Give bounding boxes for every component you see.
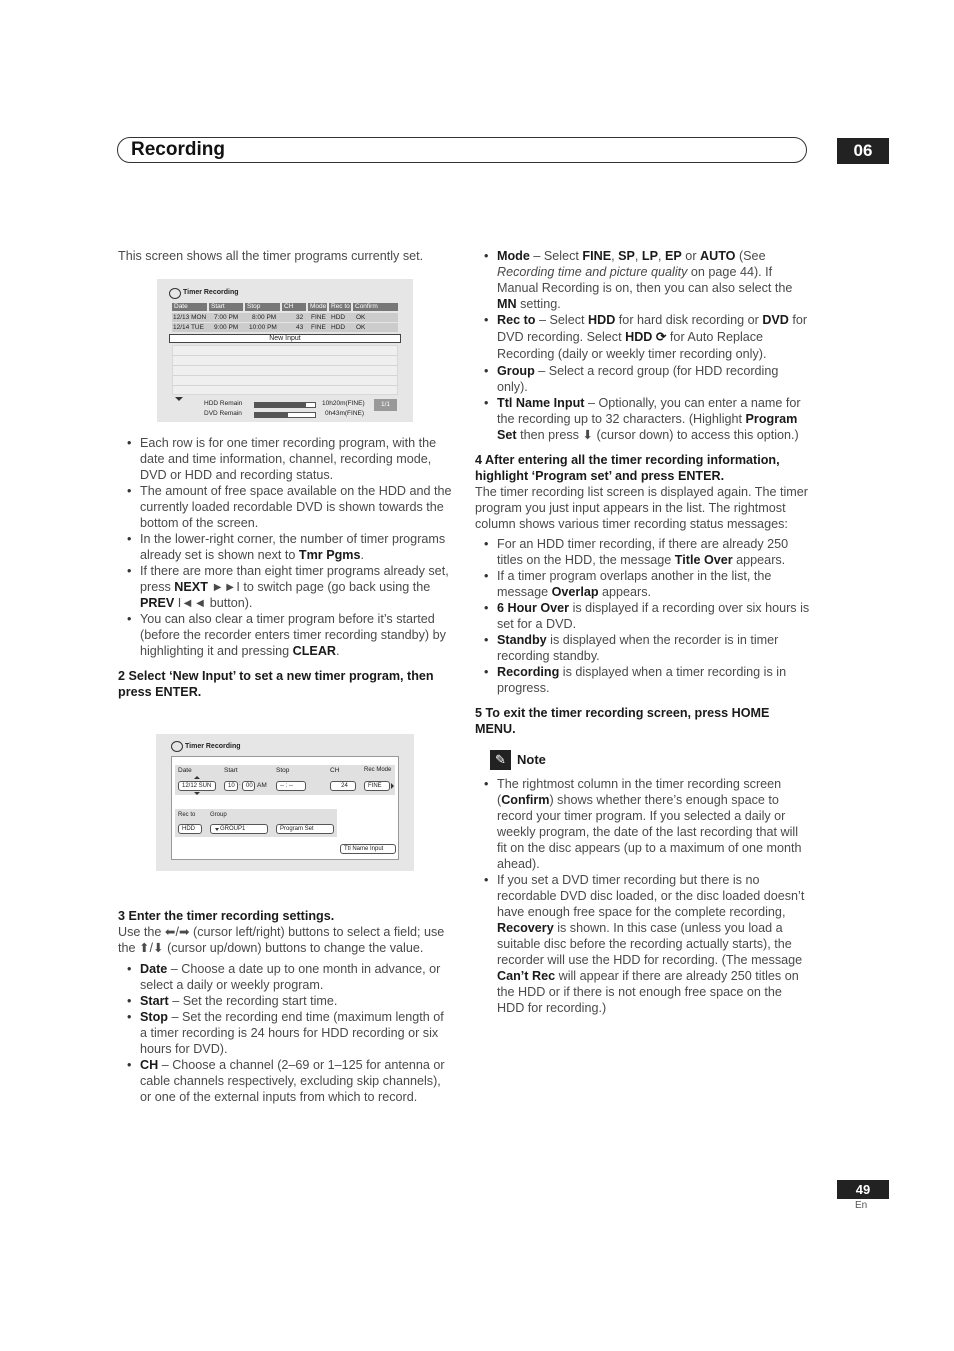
step-3-body: Use the ⬅/➡ (cursor left/right) buttons to select a field; use the ⬆/⬇ (cursor up/down) buttons to change the value. — [118, 925, 445, 955]
col-stop: Stop — [245, 303, 280, 311]
list-item — [475, 600, 810, 632]
text: is displayed when a timer recording is in progress. — [497, 665, 787, 695]
text: . — [336, 644, 340, 658]
chapter-number: 06 — [837, 138, 889, 164]
timer-list-screenshot — [157, 279, 413, 422]
step-3-section — [118, 908, 453, 1105]
text: Each row is for one timer recording program, with the date and time information, channel, recording mode, DVD or HDD and recording status. — [140, 436, 437, 482]
right-column — [475, 248, 810, 1016]
list-item — [118, 1009, 453, 1057]
list-item — [118, 611, 453, 659]
text: (See — [735, 249, 766, 263]
col-ch: CH — [282, 303, 306, 311]
timer-input-screenshot — [156, 734, 414, 871]
italic-text: Recording time and picture quality — [497, 265, 688, 279]
bold-text: Overlap — [551, 585, 599, 599]
dvd-remain-value: 0h43m(FINE) — [325, 410, 365, 417]
text: for hard disk recording or — [615, 313, 763, 327]
cell: OK — [356, 324, 366, 331]
bold-text: 6 Hour Over — [497, 601, 570, 615]
page-indicator: 1/1 — [374, 399, 397, 411]
list-item — [475, 395, 810, 443]
list-item — [475, 363, 810, 395]
dvd-remain-bar — [254, 412, 316, 418]
hdd-remain-label: HDD Remain — [204, 400, 243, 407]
cell: FINE — [311, 314, 326, 321]
text: for DVD recording. Select — [497, 313, 808, 344]
bold-text: FINE — [582, 249, 612, 263]
start-minute-field[interactable]: 00 — [242, 781, 255, 791]
list-item — [118, 993, 453, 1009]
hdd-remain-bar — [254, 402, 316, 408]
text: If a timer program overlaps another in the list, the message — [497, 569, 772, 599]
bold-text: Date — [140, 962, 168, 976]
bold-text: Program Set — [497, 412, 798, 442]
group-dropdown-icon — [215, 828, 219, 831]
bold-text: AUTO — [700, 249, 736, 263]
cell: 10:00 PM — [249, 324, 277, 331]
table-row[interactable] — [172, 313, 398, 322]
text: . — [360, 548, 364, 562]
step-3-heading: 3 Enter the timer recording settings. — [118, 909, 335, 923]
cell: 12/13 MON — [173, 314, 207, 321]
col-confirm: Confirm — [353, 303, 398, 311]
step-2-heading: 2 Select ‘New Input’ to set a new timer program, then press ENTER. — [118, 669, 434, 699]
col-date: Date — [172, 303, 207, 311]
text: You can also clear a timer program before it’s started (before the recorder enters timer recording standby) by highlighting it and pressing — [140, 612, 446, 658]
left-intro — [118, 248, 453, 264]
program-set-button[interactable]: Program Set — [276, 824, 334, 834]
cell: 43 — [296, 324, 304, 331]
list-item — [475, 872, 810, 1016]
step-4-body: The timer recording list screen is displayed again. The timer program you just input appears in the list. The rightmost column shows various timer recording status messages: — [475, 485, 808, 531]
input-panel — [171, 756, 399, 860]
rec-mode-field[interactable]: FINE — [364, 781, 390, 791]
bold-text: MN — [497, 297, 517, 311]
text: – Select a record group (for HDD recording only). — [497, 364, 779, 394]
list-item — [475, 568, 810, 600]
text: If you set a DVD timer recording but there is no recordable DVD disc loaded, or the disc loaded doesn’t have enough free space for the complete recording, — [497, 873, 805, 919]
hdd-remain-fill — [255, 403, 306, 407]
label-date: Date — [178, 767, 192, 774]
cell: 7:00 PM — [214, 314, 239, 321]
text: – Select — [535, 313, 589, 327]
hdd-remain-value: 10h20m(FINE) — [322, 400, 365, 407]
empty-row-grid — [172, 345, 398, 395]
date-down-icon — [194, 792, 200, 795]
text: – Choose a channel (2–69 or 1–125 for antenna or cable channels respectively, excluding skip channels), or one of the external inputs from which to record. — [140, 1058, 445, 1104]
cell: 9:00 PM — [214, 324, 239, 331]
date-up-icon — [194, 776, 200, 779]
timer-clock-icon — [169, 288, 181, 299]
bold-text: CH — [140, 1058, 159, 1072]
label-stop: Stop — [276, 767, 290, 774]
label-rec-mode: Rec Mode — [364, 767, 392, 773]
cell: FINE — [311, 324, 326, 331]
cell: 32 — [296, 314, 304, 321]
label-rec-to: Rec to — [178, 812, 196, 818]
bold-text: Standby — [497, 633, 547, 647]
bold-text: Recording — [497, 665, 560, 679]
mode-right-icon — [391, 783, 394, 789]
list-item — [118, 435, 453, 483]
list-item — [475, 536, 810, 568]
time-separator: : — [239, 781, 241, 787]
bold-text: DVD — [762, 313, 789, 327]
text: is shown. In this case (unless you load a suitable disc before the recording actually starts), the recorder will use the HDD for recording. (The message — [497, 921, 803, 967]
note-title: Note — [517, 752, 546, 767]
bold-text: Recovery — [497, 921, 554, 935]
screen1-title: Timer Recording — [183, 289, 239, 296]
scroll-down-icon — [175, 397, 183, 401]
bold-text: HDD — [588, 313, 616, 327]
text: appears. — [598, 585, 652, 599]
text: setting. — [516, 297, 561, 311]
list-item: • Mode – Select FINE, SP, LP, EP or AUTO (See Recording time and picture quality on page 44). If Manual Recording is on, then you can also select the MN setting. — [475, 248, 810, 312]
page-number: 49 — [837, 1180, 889, 1199]
table-row[interactable] — [172, 323, 398, 332]
list-item — [475, 312, 810, 363]
intro-text: This screen shows all the timer programs currently set. — [118, 249, 424, 263]
text: I◄◄ button). — [174, 596, 253, 610]
label-group: Group — [210, 812, 227, 818]
text: will appear if there are already 250 titles on the HDD or if there is not enough free space on the HDD for recording.) — [497, 969, 799, 1015]
text: – Choose a date up to one month in advance, or select a daily or weekly program. — [140, 962, 441, 992]
bullets-timer-list — [118, 435, 453, 700]
list-item — [118, 483, 453, 531]
list-item — [118, 531, 453, 563]
label-ch: CH — [330, 767, 340, 774]
channel-field[interactable]: 24 — [330, 781, 356, 791]
list-item — [118, 961, 453, 993]
list-item — [475, 776, 810, 872]
col-recto: Rec to — [331, 303, 350, 310]
text: – Select — [529, 249, 583, 263]
list-item — [475, 632, 810, 664]
language-code: En — [855, 1200, 868, 1211]
bold-text: Rec to — [497, 313, 536, 327]
bold-text: SP — [618, 249, 635, 263]
bold-text: Title Over — [674, 553, 733, 567]
date-field[interactable]: 12/12 SUN — [178, 781, 216, 791]
text: on page 44). If Manual Recording is on, then you can also select the — [497, 265, 793, 295]
ampm[interactable]: AM — [257, 782, 267, 789]
bold-text: Stop — [140, 1010, 168, 1024]
empty-rows-grid — [172, 345, 398, 395]
bold-text: PREV — [140, 596, 175, 610]
bold-text: Confirm — [501, 793, 550, 807]
text: The amount of free space available on the HDD and the currently loaded recordable DVD is shown towards the bottom of the screen. — [140, 484, 452, 530]
screen2-title: Timer Recording — [185, 743, 241, 750]
text: ►►I to switch page (go back using the — [207, 580, 431, 594]
bold-text: HDD ⟳ — [625, 330, 667, 344]
text: appears. — [732, 553, 786, 567]
bold-text: LP — [641, 249, 658, 263]
bold-text: Tmr Pgms — [298, 548, 361, 562]
cell: 12/14 TUE — [173, 324, 204, 331]
group-field[interactable]: GROUP1 — [210, 824, 268, 834]
text: is displayed if a recording over six hours is set for a DVD. — [497, 601, 810, 631]
list-item — [475, 664, 810, 696]
chapter-title: Recording — [131, 139, 225, 160]
timer-clock-icon — [171, 741, 183, 752]
step-5-heading: 5 To exit the timer recording screen, press HOME MENU. — [475, 706, 770, 736]
cell: OK — [356, 314, 366, 321]
list-item — [118, 563, 453, 611]
pencil-icon: ✎ — [490, 750, 511, 770]
text: ) shows whether there’s enough space to record your timer program. If you selected a daily or weekly program, the date of the last recording that will fit on the disc appears (up to a maximum of one month ahead). — [497, 793, 802, 871]
bold-text: Mode — [497, 249, 530, 263]
bold-text: EP — [665, 249, 682, 263]
ttl-name-input-button[interactable]: Ttl Name Input — [340, 844, 396, 854]
cell: 8:00 PM — [252, 314, 277, 321]
text: is displayed when the recorder is in timer recording standby. — [497, 633, 779, 663]
text: then press ⬇ (cursor down) to access this option.) — [516, 428, 799, 442]
text: The rightmost column in the timer recording screen ( — [497, 777, 782, 807]
text: – Set the recording end time (maximum length of a timer recording is 24 hours for HDD recording or six hours for DVD). — [140, 1010, 444, 1056]
bold-text: NEXT — [174, 580, 208, 594]
col-mode: Mode — [310, 303, 327, 310]
list-item — [118, 1057, 453, 1105]
bold-text: Can’t Rec — [497, 969, 556, 983]
dvd-remain-fill — [255, 413, 288, 417]
text: If there are more than eight timer programs already set, press — [140, 564, 449, 594]
bold-text: Start — [140, 994, 169, 1008]
stop-field[interactable]: -- : -- — [276, 781, 306, 791]
bold-text: CLEAR — [292, 644, 337, 658]
text: – Set the recording start time. — [168, 994, 338, 1008]
start-hour-field[interactable]: 10 — [224, 781, 238, 791]
step-4-heading: 4 After entering all the timer recording information, highlight ‘Program set’ and press ENTER. — [475, 453, 780, 483]
text: for Auto Replace Recording (daily or weekly timer recording only). — [497, 330, 767, 361]
text: For an HDD timer recording, if there are already 250 titles on the HDD, the message — [497, 537, 789, 567]
col-start: Start — [209, 303, 243, 311]
cell: HDD — [331, 324, 346, 331]
new-input-row[interactable]: New Input — [169, 334, 401, 343]
screen1-table-header — [172, 303, 398, 311]
text: – Optionally, you can enter a name for the recording up to 32 characters. (Highlight — [497, 396, 801, 426]
text: In the lower-right corner, the number of timer programs already set is shown next to — [140, 532, 446, 562]
bold-text: Ttl Name Input — [497, 396, 585, 410]
cell: HDD — [331, 314, 346, 321]
rec-to-field[interactable]: HDD — [178, 824, 202, 834]
note-heading — [475, 750, 810, 772]
bold-text: Group — [497, 364, 535, 378]
label-start: Start — [224, 767, 238, 774]
dvd-remain-label: DVD Remain — [204, 410, 242, 417]
